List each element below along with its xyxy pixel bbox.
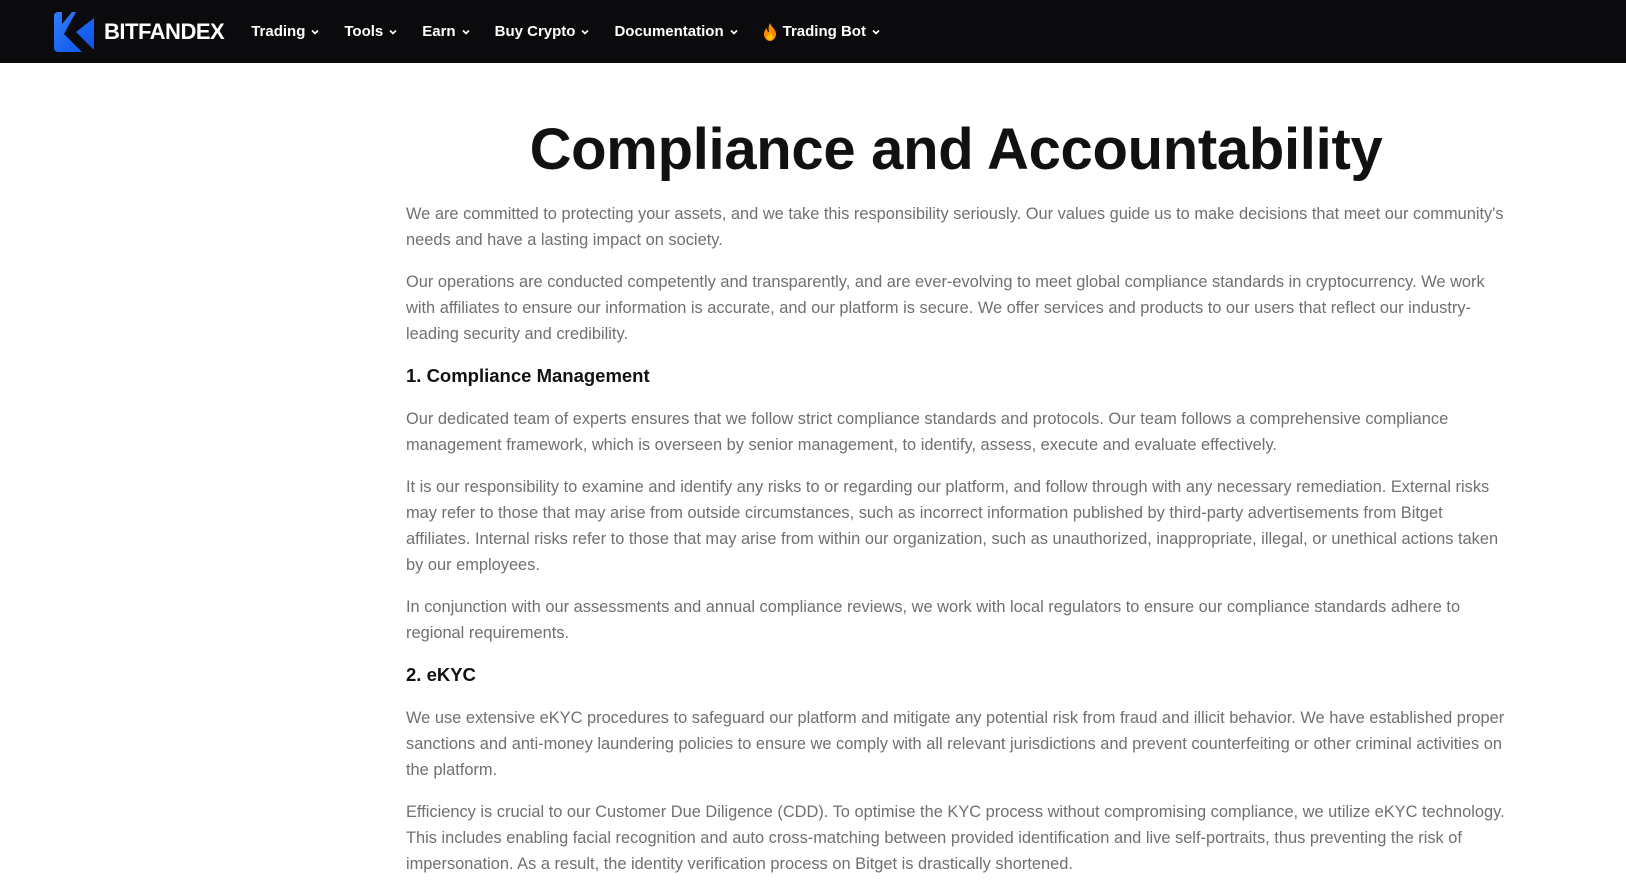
main-nav: [251, 23, 905, 41]
brand-name: BITFANDEX: [104, 18, 225, 44]
chevron-down-icon: [388, 27, 398, 37]
brand-logo[interactable]: [54, 12, 224, 52]
nav-label: Tools: [344, 23, 384, 40]
section-heading-ekyc: 2. eKYC: [406, 664, 476, 685]
page-title: Compliance and Accountability: [529, 117, 1383, 182]
nav-documentation[interactable]: [614, 23, 738, 40]
nav-label: Buy Crypto: [494, 23, 576, 40]
intro-paragraph-2: Our operations are conducted competently and transparently, and are ever-evolving to meet global compliance standards in cryptocurrency. We work with affiliates to ensure our information is accurate, and our platform is secure. We offer services and products to our users that reflect our industry-leading security and credibility.: [406, 273, 1485, 343]
nav-label: Documentation: [614, 23, 724, 40]
ekyc-paragraph-2: Efficiency is crucial to our Customer Due Diligence (CDD). To optimise the KYC process without compromising compliance, we utilize eKYC technology. This includes enabling facial recognition and auto cross-matching between provided identification and live self-portraits, thus preventing the risk of impersonation. As a result, the identity verification process on Bitget is drastically shortened.: [406, 803, 1505, 873]
nav-trading[interactable]: [251, 23, 320, 40]
logo-icon: [54, 12, 94, 52]
nav-label: Trading: [251, 23, 306, 40]
top-navbar: [0, 0, 1626, 63]
compliance-paragraph-3: In conjunction with our assessments and annual compliance reviews, we work with local regulators to ensure our compliance standards adhere to regional requirements.: [406, 598, 1461, 642]
compliance-paragraph-2: It is our responsibility to examine and identify any risks to or regarding our platform, and follow through with any necessary remediation. External risks may refer to those that may arise from outside circumstances, such as incorrect information published by third-party advertisements from Bitget affiliates. Internal risks refer to those that may arise from within our organization, such as unauthorized, inappropriate, illegal, or unethical actions taken by our employees.: [406, 478, 1499, 574]
nav-earn[interactable]: [422, 23, 470, 40]
chevron-down-icon: [461, 27, 471, 37]
nav-buy-crypto[interactable]: [495, 23, 591, 40]
fire-icon: [763, 23, 777, 41]
nav-label: Earn: [422, 23, 456, 40]
compliance-paragraph-1: Our dedicated team of experts ensures that we follow strict compliance standards and protocols. Our team follows a comprehensive compliance management framework, which is overseen by senior management, to identify, assess, execute and evaluate effectively.: [406, 410, 1449, 454]
chevron-down-icon: [580, 27, 590, 37]
nav-trading-bot[interactable]: [763, 23, 881, 41]
nav-label: Trading Bot: [782, 23, 866, 40]
intro-paragraph-1: We are committed to protecting your assets, and we take this responsibility seriously. Our values guide us to make decisions that meet our community's needs and have a lasting impact on society.: [406, 205, 1504, 249]
chevron-down-icon: [871, 27, 881, 37]
ekyc-paragraph-1: We use extensive eKYC procedures to safeguard our platform and mitigate any potential risk from fraud and illicit behavior. We have established proper sanctions and anti-money laundering policies to ensure we comply with all relevant jurisdictions and prevent counterfeiting or other criminal activities on the platform.: [406, 709, 1505, 779]
chevron-down-icon: [310, 27, 320, 37]
chevron-down-icon: [729, 27, 739, 37]
main-content: [406, 63, 1506, 877]
section-heading-compliance-management: 1. Compliance Management: [406, 365, 650, 386]
nav-tools[interactable]: [344, 23, 398, 40]
